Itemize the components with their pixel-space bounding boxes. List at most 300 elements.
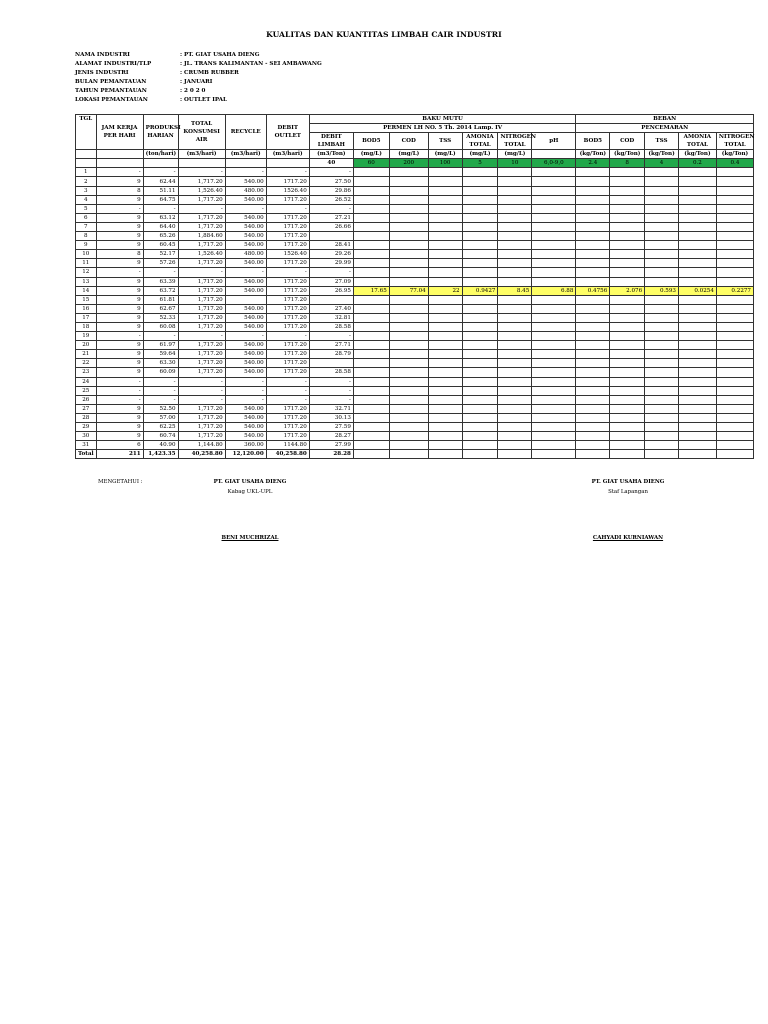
table-cell (716, 241, 753, 250)
table-cell: 29.99 (309, 259, 353, 268)
total-cell (716, 450, 753, 459)
table-cell: 1,717.20 (178, 177, 225, 186)
table-cell (610, 295, 645, 304)
table-cell (678, 204, 716, 213)
table-cell (389, 177, 428, 186)
limit-value: 60 (353, 159, 389, 168)
table-cell (532, 332, 576, 341)
info-row (75, 60, 322, 69)
table-cell (678, 395, 716, 404)
table-cell (678, 222, 716, 231)
table-cell (576, 277, 610, 286)
table-cell (498, 195, 532, 204)
table-cell: - (143, 268, 178, 277)
table-cell (498, 232, 532, 241)
table-cell: 3 (76, 186, 97, 195)
table-cell: 540.00 (225, 432, 266, 441)
table-cell: 29.86 (309, 186, 353, 195)
table-cell (678, 250, 716, 259)
measured-value: 0.0254 (678, 286, 716, 295)
table-cell: 1717.20 (266, 432, 309, 441)
table-cell: 9 (96, 322, 143, 331)
table-cell: 4 (76, 195, 97, 204)
table-cell (498, 250, 532, 259)
table-cell (389, 441, 428, 450)
table-cell (678, 304, 716, 313)
table-cell: - (96, 168, 143, 177)
table-cell (645, 423, 679, 432)
table-cell (462, 304, 498, 313)
total-cell (576, 450, 610, 459)
table-cell: 9 (96, 432, 143, 441)
table-cell: 8 (96, 250, 143, 259)
table-cell (610, 332, 645, 341)
table-cell: - (178, 386, 225, 395)
total-cell (610, 450, 645, 459)
table-cell: 62.25 (143, 423, 178, 432)
table-cell (462, 222, 498, 231)
units-row (76, 150, 754, 159)
table-cell (462, 423, 498, 432)
total-cell (353, 450, 389, 459)
table-cell (353, 213, 389, 222)
table-cell: - (225, 395, 266, 404)
table-cell (428, 232, 462, 241)
table-cell (645, 341, 679, 350)
table-cell: 25 (76, 386, 97, 395)
table-cell: 26.52 (309, 195, 353, 204)
table-cell: 1,717.20 (178, 259, 225, 268)
total-cell: 1,423.35 (143, 450, 178, 459)
table-cell (678, 441, 716, 450)
table-cell (610, 232, 645, 241)
measured-value: 77.04 (389, 286, 428, 295)
table-cell (716, 168, 753, 177)
table-cell (309, 359, 353, 368)
units-cell (532, 150, 576, 159)
limit-value: 40 (309, 159, 353, 168)
table-cell (532, 259, 576, 268)
table-cell (678, 386, 716, 395)
table-cell (576, 268, 610, 277)
table-cell (532, 350, 576, 359)
table-cell (353, 368, 389, 377)
table-cell (678, 322, 716, 331)
table-cell (610, 395, 645, 404)
table-cell (498, 377, 532, 386)
table-cell (716, 232, 753, 241)
table-cell (576, 232, 610, 241)
table-cell: 540.00 (225, 232, 266, 241)
table-cell (389, 232, 428, 241)
table-cell: 9 (96, 359, 143, 368)
table-cell (353, 341, 389, 350)
table-cell (716, 359, 753, 368)
table-cell: 1717.20 (266, 313, 309, 322)
table-cell (389, 377, 428, 386)
table-cell: 540.00 (225, 259, 266, 268)
limit-value: 2.4 (576, 159, 610, 168)
table-cell (428, 386, 462, 395)
col-recycle: RECYCLE (225, 115, 266, 150)
table-cell (576, 395, 610, 404)
table-cell (353, 177, 389, 186)
table-cell: 1,717.20 (178, 368, 225, 377)
table-cell: - (309, 395, 353, 404)
table-cell: 19 (76, 332, 97, 341)
table-cell (353, 186, 389, 195)
table-cell (576, 259, 610, 268)
table-row (76, 250, 754, 259)
limits-cell (96, 159, 143, 168)
table-cell (532, 241, 576, 250)
table-cell: 52.50 (143, 404, 178, 413)
table-cell (462, 368, 498, 377)
table-cell (498, 259, 532, 268)
total-cell: Total (76, 450, 97, 459)
table-cell (428, 268, 462, 277)
table-cell (576, 313, 610, 322)
limit-value: 6,0-9,0 (532, 159, 576, 168)
limits-cell (76, 159, 97, 168)
table-cell (498, 359, 532, 368)
table-cell (716, 441, 753, 450)
table-cell (716, 432, 753, 441)
table-cell: 61.81 (143, 295, 178, 304)
table-cell (576, 186, 610, 195)
table-cell (678, 368, 716, 377)
table-cell (462, 413, 498, 422)
table-cell (462, 295, 498, 304)
table-cell: 9 (96, 368, 143, 377)
table-cell (498, 395, 532, 404)
table-cell: 29 (76, 423, 97, 432)
table-cell (462, 250, 498, 259)
table-cell: - (266, 386, 309, 395)
table-row (76, 168, 754, 177)
table-cell (498, 222, 532, 231)
table-cell (462, 232, 498, 241)
table-cell: 60.08 (143, 322, 178, 331)
table-cell: 1717.20 (266, 359, 309, 368)
table-cell (428, 441, 462, 450)
limit-value: 200 (389, 159, 428, 168)
table-row (76, 441, 754, 450)
table-cell: 9 (96, 222, 143, 231)
table-cell (532, 195, 576, 204)
table-cell (462, 441, 498, 450)
table-cell: 32.71 (309, 404, 353, 413)
units-cell: (ton/hari) (143, 150, 178, 159)
col-bod: BOD5 (353, 133, 389, 150)
table-cell (428, 222, 462, 231)
table-cell (610, 441, 645, 450)
table-cell: 9 (96, 286, 143, 295)
table-cell: 27 (76, 404, 97, 413)
table-cell: 9 (96, 304, 143, 313)
table-cell: 40.90 (143, 441, 178, 450)
table-cell (353, 423, 389, 432)
table-cell (353, 295, 389, 304)
info-label: LOKASI PEMANTAUAN (75, 96, 148, 103)
table-cell (645, 186, 679, 195)
table-cell: 31 (76, 441, 97, 450)
table-cell (462, 313, 498, 322)
info-row (75, 78, 322, 87)
beban-title: BEBAN (576, 115, 754, 124)
table-cell (389, 168, 428, 177)
table-cell (576, 413, 610, 422)
table-cell (610, 341, 645, 350)
table-cell (353, 222, 389, 231)
table-cell (532, 168, 576, 177)
info-label: TAHUN PEMANTAUAN (75, 87, 147, 94)
table-cell: - (309, 268, 353, 277)
table-cell (389, 268, 428, 277)
table-cell (645, 322, 679, 331)
table-cell: 480.00 (225, 250, 266, 259)
table-cell: 16 (76, 304, 97, 313)
table-cell: - (225, 204, 266, 213)
table-cell (462, 404, 498, 413)
info-row (75, 96, 322, 105)
table-cell (645, 232, 679, 241)
col-ph: pH (532, 133, 576, 150)
total-cell: 40,258.80 (266, 450, 309, 459)
col-beban-tss: TSS (645, 133, 679, 150)
table-cell (532, 204, 576, 213)
table-cell (532, 441, 576, 450)
table-cell (716, 304, 753, 313)
table-cell (576, 177, 610, 186)
table-row (76, 241, 754, 250)
table-cell: 51.11 (143, 186, 178, 195)
table-cell (498, 313, 532, 322)
table-cell (498, 413, 532, 422)
table-cell: 30.13 (309, 413, 353, 422)
table-cell: 9 (96, 177, 143, 186)
limit-value: 5 (462, 159, 498, 168)
table-cell (610, 404, 645, 413)
table-cell: 1,717.20 (178, 404, 225, 413)
table-cell (428, 350, 462, 359)
table-cell (353, 277, 389, 286)
table-cell: - (225, 268, 266, 277)
table-cell: 480.00 (225, 186, 266, 195)
table-row (76, 259, 754, 268)
table-cell (645, 386, 679, 395)
units-cell: (m3/hari) (266, 150, 309, 159)
table-cell (576, 341, 610, 350)
table-cell (389, 368, 428, 377)
table-cell (678, 341, 716, 350)
table-cell (498, 186, 532, 195)
table-cell: 540.00 (225, 213, 266, 222)
table-cell (532, 268, 576, 277)
col-konsumsi: TOTAL KONSUMSI AIR (178, 115, 225, 150)
table-cell: 2 (76, 177, 97, 186)
limits-cell (178, 159, 225, 168)
table-cell (576, 404, 610, 413)
table-cell (576, 195, 610, 204)
table-cell (428, 177, 462, 186)
table-cell (498, 177, 532, 186)
table-cell (353, 322, 389, 331)
table-cell: - (143, 395, 178, 404)
col-beban-nitrogen: NITROGEN TOTAL (716, 133, 753, 150)
table-cell: 62.67 (143, 304, 178, 313)
table-cell (353, 395, 389, 404)
table-cell (716, 259, 753, 268)
table-cell: 13 (76, 277, 97, 286)
table-cell (716, 295, 753, 304)
baku-mutu-title: BAKU MUTU (309, 115, 576, 124)
info-label: ALAMAT INDUSTRI/TLP (75, 60, 152, 67)
table-cell: 540.00 (225, 404, 266, 413)
table-row (76, 413, 754, 422)
units-cell: (kg/Ton) (610, 150, 645, 159)
total-cell (389, 450, 428, 459)
table-cell: 1,717.20 (178, 350, 225, 359)
table-cell (678, 404, 716, 413)
table-cell: 540.00 (225, 304, 266, 313)
table-cell (532, 341, 576, 350)
measured-value: 0.593 (645, 286, 679, 295)
table-cell: 9 (96, 295, 143, 304)
table-cell: 1717.20 (266, 222, 309, 231)
table-cell (389, 423, 428, 432)
table-cell (353, 359, 389, 368)
table-cell (610, 359, 645, 368)
table-cell: 27.40 (309, 304, 353, 313)
table-cell (353, 413, 389, 422)
table-cell (610, 177, 645, 186)
table-cell: - (143, 204, 178, 213)
info-value: : JANUARI (180, 78, 213, 85)
table-cell (645, 304, 679, 313)
table-cell: 1717.20 (266, 241, 309, 250)
total-cell (428, 450, 462, 459)
col-produksi: PRODUKSI HARIAN (143, 115, 178, 150)
table-cell: 28 (76, 413, 97, 422)
table-cell (576, 295, 610, 304)
table-cell (462, 177, 498, 186)
table-cell: - (309, 168, 353, 177)
baku-mutu-subtitle: PERMEN LH NO. 5 Th. 2014 Lamp. IV (309, 124, 576, 133)
table-row (76, 186, 754, 195)
table-cell (532, 404, 576, 413)
table-cell: 52.17 (143, 250, 178, 259)
table-cell: 1717.20 (266, 213, 309, 222)
table-cell: 9 (96, 350, 143, 359)
table-cell (498, 441, 532, 450)
measured-value: 17.65 (353, 286, 389, 295)
info-value: : OUTLET IPAL (180, 96, 227, 103)
table-cell: 10 (76, 250, 97, 259)
table-row (76, 404, 754, 413)
table-cell: - (178, 395, 225, 404)
col-beban-cod: COD (610, 133, 645, 150)
col-beban-amonia: AMONIA TOTAL (678, 133, 716, 150)
table-cell: 8 (96, 186, 143, 195)
table-cell (498, 423, 532, 432)
info-value: : CRUMB RUBBER (180, 69, 239, 76)
table-cell (389, 241, 428, 250)
table-cell: 1,717.20 (178, 241, 225, 250)
table-cell: 1717.20 (266, 259, 309, 268)
limit-value: 10 (498, 159, 532, 168)
measured-value: 22 (428, 286, 462, 295)
table-cell (532, 232, 576, 241)
table-cell: 1,717.20 (178, 413, 225, 422)
units-cell: (m3/hari) (178, 150, 225, 159)
table-cell (532, 432, 576, 441)
table-cell: 1,717.20 (178, 213, 225, 222)
table-cell (716, 204, 753, 213)
table-cell (428, 368, 462, 377)
table-cell (428, 413, 462, 422)
table-cell: 1,884.60 (178, 232, 225, 241)
table-cell: 9 (96, 195, 143, 204)
table-cell (645, 204, 679, 213)
table-cell (610, 322, 645, 331)
table-cell: 1717.20 (266, 413, 309, 422)
table-cell (353, 404, 389, 413)
table-cell (645, 368, 679, 377)
measured-value: 0.9427 (462, 286, 498, 295)
table-cell (462, 241, 498, 250)
table-cell: 6 (96, 441, 143, 450)
table-cell (498, 341, 532, 350)
table-cell (462, 186, 498, 195)
table-cell (498, 168, 532, 177)
table-cell (610, 186, 645, 195)
table-cell: 62.44 (143, 177, 178, 186)
table-cell: 9 (96, 277, 143, 286)
table-cell: 63.39 (143, 277, 178, 286)
table-cell (576, 213, 610, 222)
table-cell (610, 168, 645, 177)
table-cell: 64.75 (143, 195, 178, 204)
table-cell: 65.26 (143, 232, 178, 241)
table-cell (645, 359, 679, 368)
table-cell (645, 195, 679, 204)
table-cell (498, 295, 532, 304)
table-cell (576, 441, 610, 450)
table-cell (428, 241, 462, 250)
table-cell (389, 350, 428, 359)
table-cell (353, 232, 389, 241)
table-cell (716, 404, 753, 413)
table-cell (389, 259, 428, 268)
table-cell (389, 395, 428, 404)
table-cell (576, 168, 610, 177)
table-cell (678, 268, 716, 277)
table-row (76, 295, 754, 304)
table-cell (428, 395, 462, 404)
table-row (76, 359, 754, 368)
table-cell (678, 295, 716, 304)
table-cell (610, 241, 645, 250)
table-cell (532, 377, 576, 386)
col-cod: COD (389, 133, 428, 150)
table-cell: 1 (76, 168, 97, 177)
limits-cell (266, 159, 309, 168)
units-cell: (mg/L) (462, 150, 498, 159)
table-cell: 17 (76, 313, 97, 322)
table-cell (498, 213, 532, 222)
table-cell (353, 386, 389, 395)
